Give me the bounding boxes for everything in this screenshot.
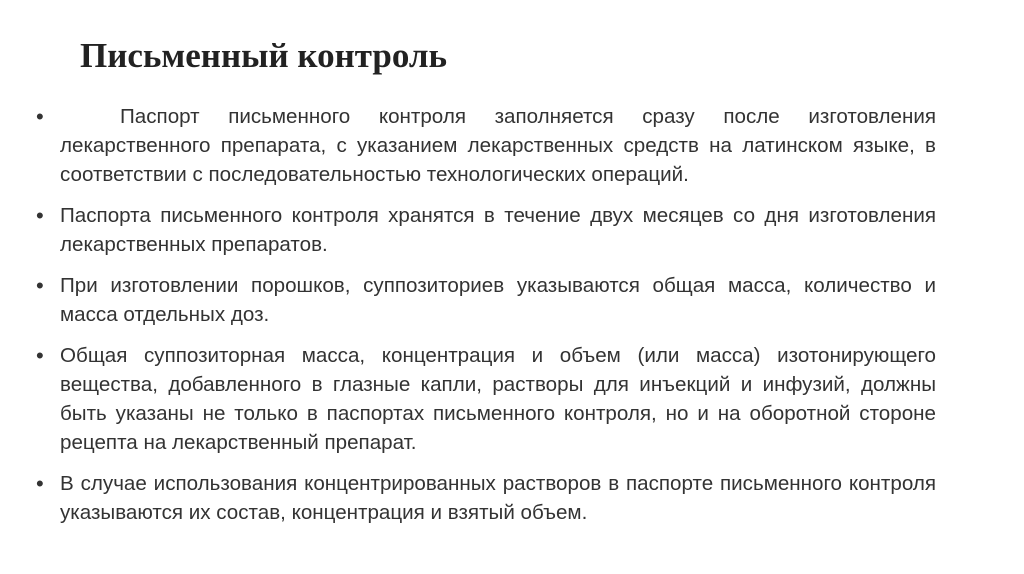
bullet-text: Общая суппозиторная масса, концентрация и объем (или масса) изотонирующего вещества, добавленного в глазные капли, растворы для инъекций и инфузий, должны быть указаны не только в паспортах письменного контроля, но и на оборотной стороне рецепта на лекарственный препарат. xyxy=(60,344,936,454)
bullet-item xyxy=(36,102,936,189)
bullet-dot-icon: • xyxy=(36,104,44,129)
bullet-text: При изготовлении порошков, суппозиториев указываются общая масса, количество и масса отдельных доз. xyxy=(60,274,936,326)
bullet-item xyxy=(36,201,936,259)
bullet-text: В случае использования концентрированных растворов в паспорте письменного контроля указываются их состав, концентрация и взятый объем. xyxy=(60,472,936,524)
bullet-dot-icon: • xyxy=(36,273,44,298)
bullet-list xyxy=(36,102,936,539)
bullet-item xyxy=(36,341,936,457)
bullet-dot-icon: • xyxy=(36,343,44,368)
bullet-text: Паспорта письменного контроля хранятся в течение двух месяцев со дня изготовления лекарственных препаратов. xyxy=(60,204,936,256)
bullet-text: Паспорт письменного контроля заполняется сразу после изготовления лекарственного препарата, с указанием лекарственных средств на латинском языке, в соответствии с последовательностью технологических операций. xyxy=(60,105,936,186)
bullet-dot-icon: • xyxy=(36,203,44,228)
slide-title: Письменный контроль xyxy=(80,36,448,75)
bullet-item xyxy=(36,469,936,527)
bullet-item xyxy=(36,271,936,329)
bullet-dot-icon: • xyxy=(36,471,44,496)
